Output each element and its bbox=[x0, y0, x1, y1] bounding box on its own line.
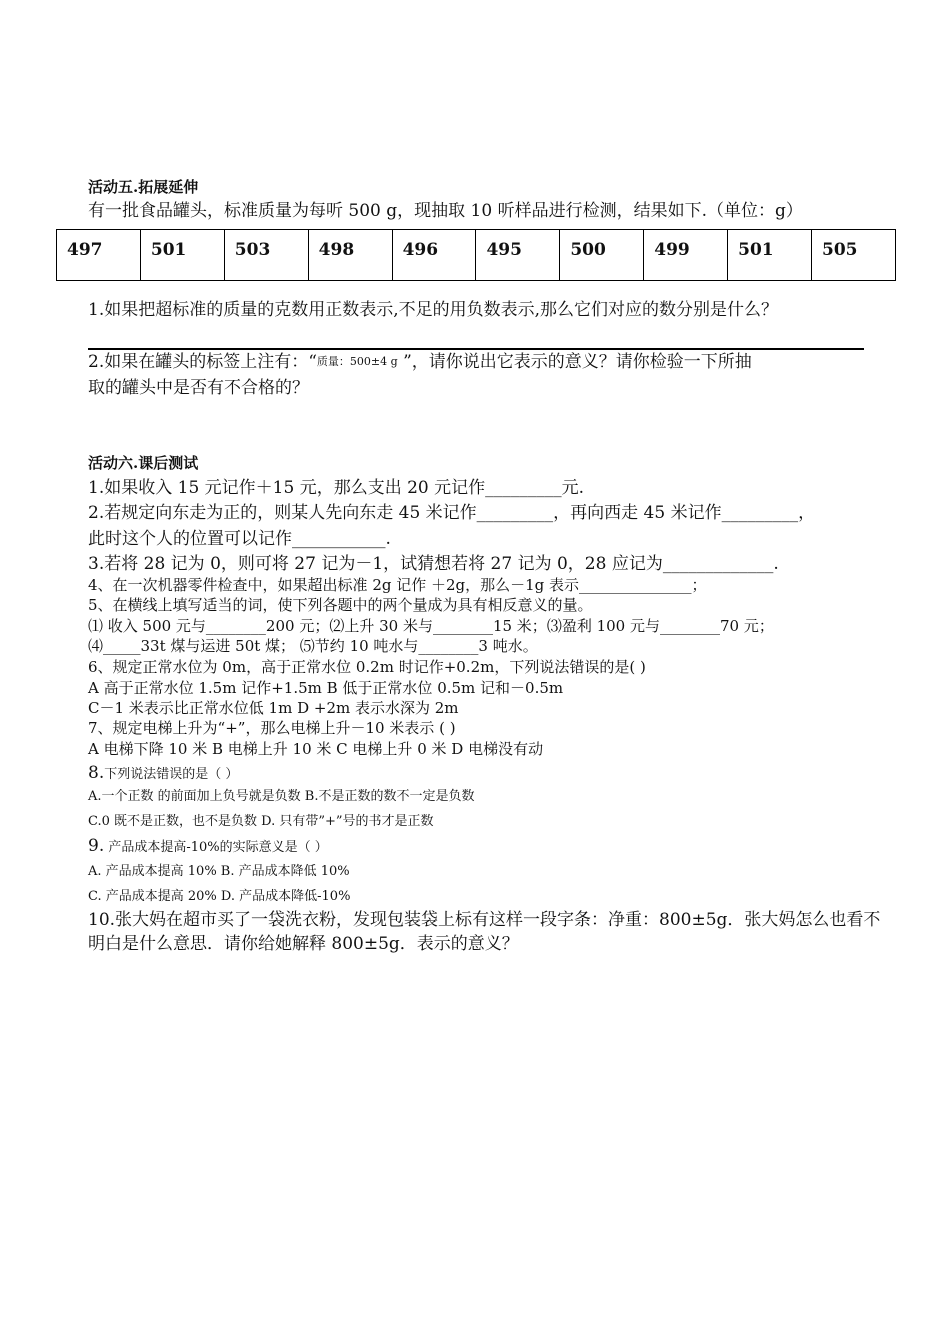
q9-options-ab: A. 产品成本提高 10% B. 产品成本降低 10% bbox=[88, 864, 350, 879]
q2-text-before: 2.如果在罐头的标签上注有：“ bbox=[88, 352, 317, 372]
sample-cell: 496 bbox=[392, 230, 476, 281]
test-line: ⑷_____33t 煤与运进 50t 煤； ⑸节约 10 吨水与________3 吨水。 bbox=[88, 637, 538, 655]
sample-cell: 503 bbox=[224, 230, 308, 281]
section5-heading: 活动五.拓展延伸 bbox=[88, 178, 199, 196]
q9-text: 产品成本提高-10%的实际意义是（ ） bbox=[104, 840, 328, 855]
sample-cell: 501 bbox=[140, 230, 224, 281]
q8-number: 8. bbox=[88, 763, 105, 783]
answer-line bbox=[88, 348, 864, 350]
sample-cell: 499 bbox=[644, 230, 728, 281]
test-line: 2.若规定向东走为正的，则某人先向东走 45 米记作_________，再向西走 45 米记作_________， bbox=[88, 503, 816, 523]
question-8 bbox=[88, 765, 238, 782]
q8-options-ab: A.一个正数 的前面加上负号就是负数 B.不是正数的数不一定是负数 bbox=[88, 789, 475, 804]
test-line: C－1 米表示比正常水位低 1m D +2m 表示水深为 2m bbox=[88, 699, 459, 717]
test-line: 1.如果收入 15 元记作＋15 元，那么支出 20 元记作_________元. bbox=[88, 478, 585, 498]
table-row bbox=[57, 230, 896, 281]
sample-cell: 495 bbox=[476, 230, 560, 281]
q2-text-after: ”，请你说出它表示的意义？请你检验一下所抽 bbox=[397, 352, 752, 372]
question-10-line1: 10.张大妈在超市买了一袋洗衣粉，发现包装袋上标有这样一段字条：净重：800±5g．张大妈怎么也看不 bbox=[88, 910, 881, 930]
section5-question-2 bbox=[88, 354, 752, 371]
section5-question-1: 1.如果把超标准的质量的克数用正数表示,不足的用负数表示,那么它们对应的数分别是什么？ bbox=[88, 300, 779, 320]
sample-cell: 498 bbox=[308, 230, 392, 281]
test-line: A 高于正常水位 1.5m 记作+1.5m B 低于正常水位 0.5m 记和－0.5m bbox=[88, 679, 564, 697]
q9-options-cd: C. 产品成本提高 20% D. 产品成本降低-10% bbox=[88, 889, 351, 904]
q2-label-text: 质量：500±4 g bbox=[316, 355, 398, 368]
question-9 bbox=[88, 838, 328, 855]
test-line: 4、在一次机器零件检查中，如果超出标准 2g 记作 ＋2g，那么－1g 表示_______________； bbox=[88, 576, 707, 594]
section5-question-2-line2: 取的罐头中是否有不合格的？ bbox=[88, 378, 309, 398]
sample-cell: 505 bbox=[812, 230, 896, 281]
sample-cell: 501 bbox=[728, 230, 812, 281]
sample-cell: 500 bbox=[560, 230, 644, 281]
section6-heading: 活动六.课后测试 bbox=[88, 454, 199, 472]
test-line: 7、规定电梯上升为“+”，那么电梯上升－10 米表示 ( ) bbox=[88, 719, 456, 737]
sample-weights-table bbox=[56, 229, 896, 281]
test-line: ⑴ 收入 500 元与________200 元；⑵上升 30 米与________15 米；⑶盈利 100 元与________70 元； bbox=[88, 617, 774, 635]
q8-text: 下列说法错误的是（ ） bbox=[104, 767, 239, 782]
q9-number: 9. bbox=[88, 836, 105, 856]
section5-intro: 有一批食品罐头，标准质量为每听 500 g，现抽取 10 听样品进行检测，结果如下.（单位：g） bbox=[88, 201, 803, 221]
question-10-line2: 明白是什么意思．请你给她解释 800±5g．表示的意义？ bbox=[88, 934, 519, 954]
sample-cell: 497 bbox=[57, 230, 141, 281]
test-line: 6、规定正常水位为 0m，高于正常水位 0.2m 时记作+0.2m，下列说法错误的是( ) bbox=[88, 658, 646, 676]
test-line: 3.若将 28 记为 0，则可将 27 记为－1，试猜想若将 27 记为 0，28 应记为_____________. bbox=[88, 554, 779, 574]
test-line: A 电梯下降 10 米 B 电梯上升 10 米 C 电梯上升 0 米 D 电梯没有动 bbox=[88, 740, 544, 758]
q8-options-cd: C.0 既不是正数，也不是负数 D. 只有带”+”号的书才是正数 bbox=[88, 814, 434, 829]
test-line: 此时这个人的位置可以记作___________. bbox=[88, 529, 391, 549]
test-line: 5、在横线上填写适当的词，使下列各题中的两个量成为具有相反意义的量。 bbox=[88, 596, 593, 614]
